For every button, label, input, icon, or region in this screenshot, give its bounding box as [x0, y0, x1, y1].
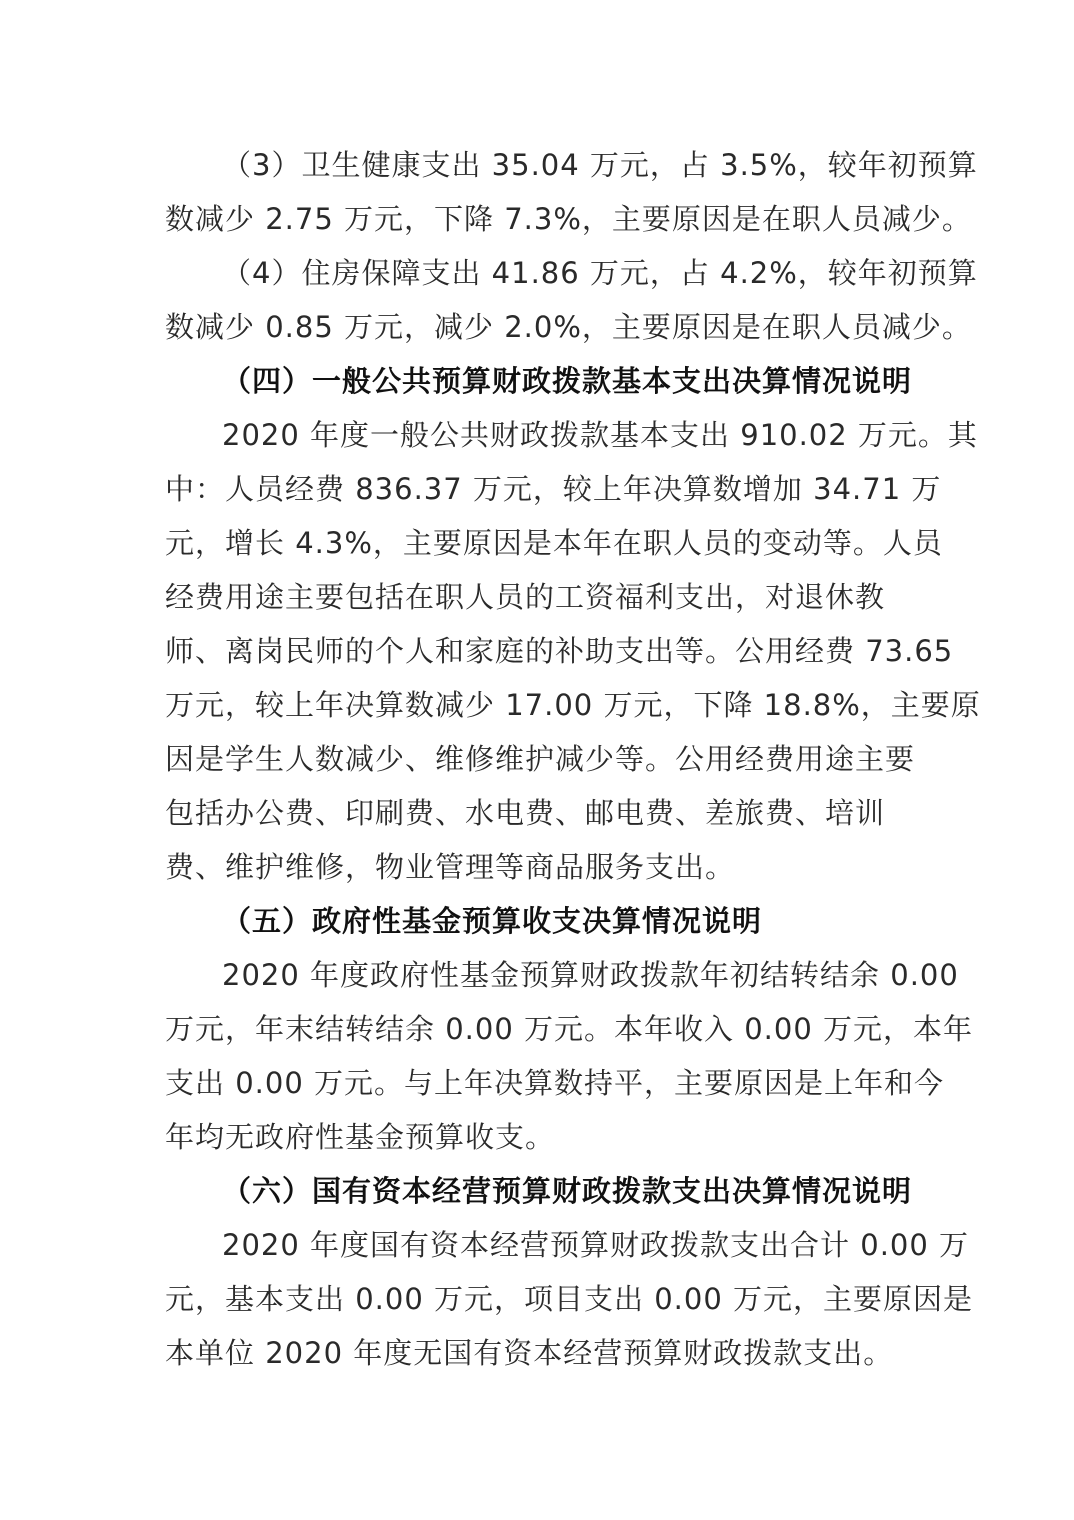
paragraph-basic-line-7: 因是学生人数减少、维修维护减少等。公用经费用途主要: [165, 742, 916, 776]
paragraph-basic-line-9: 费、维护维修，物业管理等商品服务支出。: [165, 850, 736, 884]
section-heading-4: （四）一般公共预算财政拨款基本支出决算情况说明: [222, 364, 913, 398]
paragraph-basic-line-3: 元，增长 4.3%，主要原因是本年在职人员的变动等。人员: [165, 526, 943, 560]
paragraph-basic-line-5: 师、离岗民师的个人和家庭的补助支出等。公用经费 73.65: [165, 634, 954, 668]
paragraph-basic-line-1: 2020 年度一般公共财政拨款基本支出 910.02 万元。其: [222, 418, 978, 452]
paragraph-capital-line-1: 2020 年度国有资本经营预算财政拨款支出合计 0.00 万: [222, 1228, 970, 1262]
paragraph-fund-line-3: 支出 0.00 万元。与上年决算数持平，主要原因是上年和今: [165, 1066, 945, 1100]
paragraph-health-line-2: 数减少 2.75 万元，下降 7.3%，主要原因是在职人员减少。: [165, 202, 972, 236]
paragraph-housing-line-1: （4）住房保障支出 41.86 万元，占 4.2%，较年初预算: [222, 256, 978, 290]
paragraph-fund-line-1: 2020 年度政府性基金预算财政拨款年初结转结余 0.00: [222, 958, 959, 992]
paragraph-basic-line-4: 经费用途主要包括在职人员的工资福利支出，对退休教: [165, 580, 886, 614]
paragraph-capital-line-2: 元，基本支出 0.00 万元，项目支出 0.00 万元，主要原因是: [165, 1282, 974, 1316]
paragraph-fund-line-4: 年均无政府性基金预算收支。: [165, 1120, 556, 1154]
paragraph-capital-line-3: 本单位 2020 年度无国有资本经营预算财政拨款支出。: [165, 1336, 894, 1370]
paragraph-basic-line-2: 中：人员经费 836.37 万元，较上年决算数增加 34.71 万: [165, 472, 942, 506]
paragraph-basic-line-8: 包括办公费、印刷费、水电费、邮电费、差旅费、培训: [165, 796, 886, 830]
paragraph-housing-line-2: 数减少 0.85 万元，减少 2.0%，主要原因是在职人员减少。: [165, 310, 972, 344]
section-heading-6: （六）国有资本经营预算财政拨款支出决算情况说明: [222, 1174, 913, 1208]
paragraph-health-line-1: （3）卫生健康支出 35.04 万元，占 3.5%，较年初预算: [222, 148, 978, 182]
paragraph-fund-line-2: 万元，年末结转结余 0.00 万元。本年收入 0.00 万元，本年: [165, 1012, 974, 1046]
paragraph-basic-line-6: 万元，较上年决算数减少 17.00 万元，下降 18.8%，主要原: [165, 688, 981, 722]
section-heading-5: （五）政府性基金预算收支决算情况说明: [222, 904, 763, 938]
